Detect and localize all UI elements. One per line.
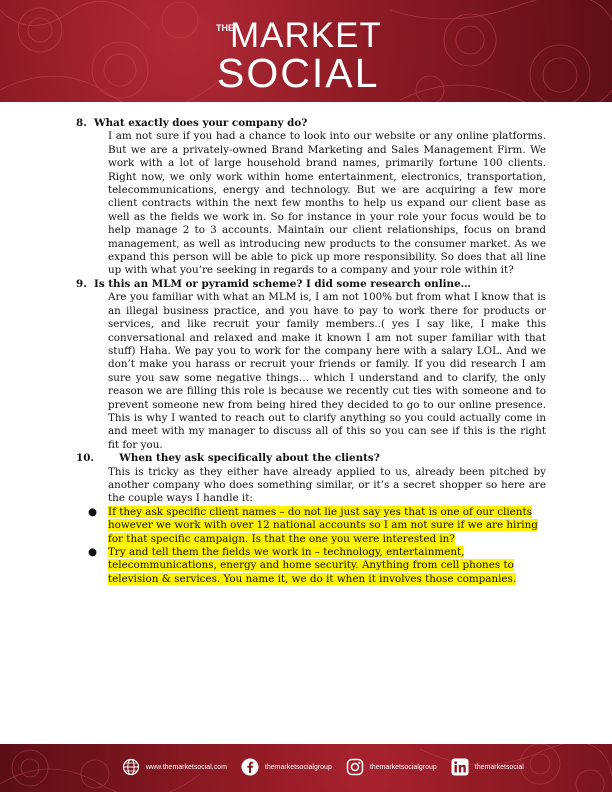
- brand-logo: [214, 16, 404, 96]
- question-number: 10.: [76, 452, 94, 465]
- question-number: 8.: [76, 117, 87, 129]
- faq-question-10: [76, 452, 546, 465]
- question-number: 9.: [76, 277, 87, 290]
- list-item: [76, 546, 546, 586]
- linkedin-handle[interactable]: themarketsocial: [474, 763, 524, 771]
- facebook-icon[interactable]: [241, 758, 259, 776]
- facebook-handle[interactable]: themarketsocialgroup: [264, 763, 332, 771]
- logo-market-text: MARKET: [230, 16, 382, 55]
- instagram-icon[interactable]: [346, 758, 364, 776]
- faq-question-9: [76, 278, 546, 291]
- page-header-banner: [0, 0, 612, 102]
- question-text: Is this an MLM or pyramid scheme? I did some research online…: [94, 277, 472, 290]
- question-text: When they ask specifically about the clients?: [119, 452, 380, 465]
- website-link[interactable]: www.themarketsocial.com: [146, 763, 227, 771]
- instagram-handle[interactable]: themarketsocialgroup: [369, 763, 437, 771]
- highlighted-text: Try and tell them the fields we work in – technology, entertainment, telecommunications, energy and home security. Anything from cell phones to television & services. You name it, we do it when it involves those companies.: [108, 546, 517, 585]
- question-text: What exactly does your company do?: [94, 117, 308, 129]
- globe-icon[interactable]: [122, 758, 140, 776]
- faq-content: [76, 117, 546, 586]
- faq-answer-9: Are you familiar with what an MLM is, I am not 100% but from what I know that is an illegal business practice, and you have to pay to work there for products or services, and like recruit your family members..( yes I say like, I make this conversational and relaxed and make it known I am not super familiar with that stuff) Haha. We pay you to work for the company here with a salary LOL. And we don’t make you harass or recruit your friends or family. If you did research I am sure you saw some negative things… which I understand and to clarify, the only reason we are filling this role is because we recently cut ties with someone and to prevent someone new from being hired they decided to go to our online presence. This is why I wanted to reach out to clarify anything so you could actually come in and meet with my manager to discuss all of this so you can see if this is the right fit for you.: [108, 291, 546, 451]
- logo-social-text: SOCIAL: [217, 50, 380, 96]
- logo-the-text: THE: [216, 23, 234, 33]
- bullet-icon: ●: [88, 546, 98, 558]
- list-item: [76, 506, 546, 546]
- faq-10-bullet-list: [76, 506, 546, 586]
- faq-answer-10: This is tricky as they either have already applied to us, already been pitched by another company who does something similar, or it’s a secret shopper so here are the couple ways I handle it:: [108, 465, 546, 505]
- faq-question-8: [76, 117, 546, 130]
- footer-social-links: [122, 756, 532, 778]
- linkedin-icon[interactable]: [451, 758, 469, 776]
- highlighted-text: If they ask specific client names – do not lie just say yes that is one of our clients however we work with over 12 national accounts so I am not sure if we are hiring for that specific campaign. Is that the one you were interested in?: [108, 505, 538, 545]
- bullet-icon: ●: [88, 505, 98, 518]
- faq-answer-8: I am not sure if you had a chance to look into our website or any online platforms. But we are a privately-owned Brand Marketing and Sales Management Firm. We work with a lot of large household brand names, primarily fortune 100 clients. Right now, we only work within home entertainment, electronics, transportation, telecommunications, energy and technology. But we are acquiring a few more client contracts within the next few months to help us expand our client base as well as the fields we work in. So for instance in your role your focus would be to help manage 2 to 3 accounts. Maintain our client relationships, focus on brand management, as well as introducing new products to the consumer market. As we expand this person will be able to pick up more responsibility. So does that all line up with what you’re seeking in regards to a company and your role within it?: [108, 130, 546, 277]
